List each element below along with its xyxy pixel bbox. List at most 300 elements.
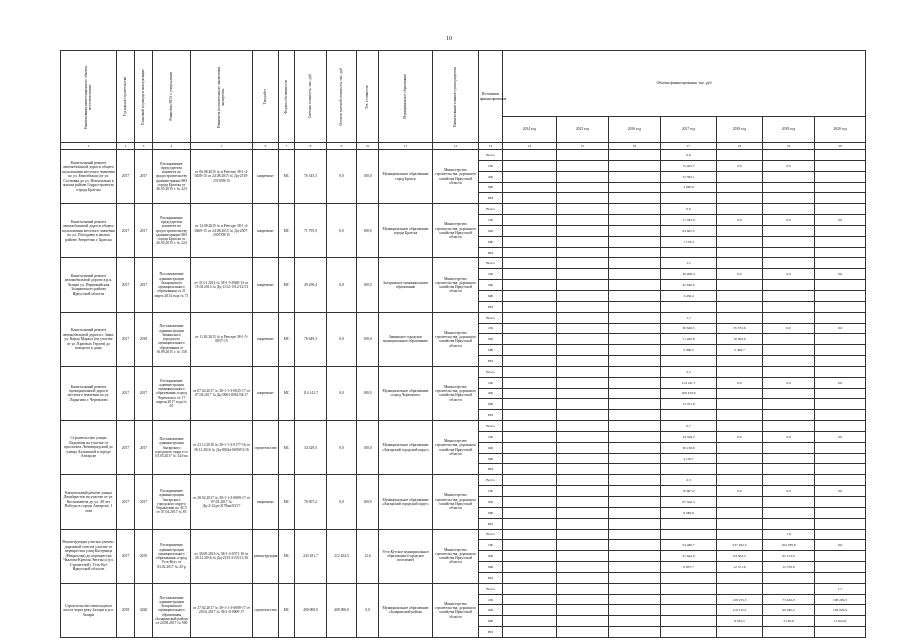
financing-value: 0,0 <box>717 431 763 442</box>
financing-value <box>815 551 866 562</box>
financing-source: МБ <box>479 236 503 247</box>
npa-reference: Распоряжение председателя комитета по градостроительству администрации МО города Братска от 26.05.2015 г. № 224 <box>153 204 191 258</box>
financing-source: ВИ <box>479 464 503 475</box>
chief-administrator: Министерство строительства, дорожного хозяйства Иркутской области <box>433 150 479 204</box>
col-header-work-type: Тип работ <box>263 88 268 105</box>
financing-value <box>503 562 557 573</box>
financing-value <box>557 486 609 497</box>
financing-value <box>815 366 866 377</box>
financing-value <box>763 290 815 301</box>
year-header: 2020 год <box>815 117 866 143</box>
financing-value <box>717 627 763 638</box>
work-type: капремонт <box>253 475 279 529</box>
financing-value <box>717 442 763 453</box>
financing-source: ФБ <box>479 497 503 508</box>
column-number: 20 <box>815 143 866 150</box>
financing-source: ВИ <box>479 301 503 312</box>
financing-source: ОБ <box>479 160 503 171</box>
work-type: строительство <box>253 421 279 475</box>
financing-value <box>557 225 609 236</box>
financing-value: 128 255,5 <box>717 594 763 605</box>
financing-value <box>717 258 763 269</box>
financing-value <box>717 193 763 204</box>
financing-value <box>609 236 661 247</box>
financing-value <box>557 507 609 518</box>
financing-value <box>763 280 815 291</box>
ownership-form: МС <box>279 475 295 529</box>
financing-value <box>503 507 557 518</box>
expertise-reference: от 27.02.2017 № 38-1-1-3-0008-17 от 20.02.2017 № 38-1-0-0009-17 <box>191 583 253 637</box>
financing-value: 0,0 <box>763 215 815 226</box>
financing-value <box>717 453 763 464</box>
financing-value <box>503 529 557 540</box>
financing-value <box>503 160 557 171</box>
financing-value <box>763 627 815 638</box>
financing-value: 100 479,9 <box>661 388 717 399</box>
col-header-ownership: Форма собственности <box>284 79 289 114</box>
financing-source: ВИ <box>479 572 503 583</box>
object-name: Капитальный ремонт автомобильной дороги г. Зима: ул. Карла Маркса (на участке от ул. Красных Героев) до поворота к дому <box>61 312 117 366</box>
financing-value <box>557 334 609 345</box>
financing-value <box>557 150 609 161</box>
financing-value: 0,0 <box>815 215 866 226</box>
financing-value <box>609 616 661 627</box>
financing-source: Всего <box>479 150 503 161</box>
year-header: 2018 год <box>717 117 763 143</box>
financing-source: ВИ <box>479 193 503 204</box>
end-year: 2017 <box>135 421 153 475</box>
financing-value <box>557 594 609 605</box>
financing-value <box>763 399 815 410</box>
year-header: 2019 год <box>763 117 815 143</box>
financing-value <box>717 421 763 432</box>
table-row <box>61 204 866 215</box>
financing-value <box>557 605 609 616</box>
financing-value <box>763 334 815 345</box>
financing-value <box>661 356 717 367</box>
financing-value <box>661 605 717 616</box>
financing-value <box>661 627 717 638</box>
financing-value <box>815 258 866 269</box>
financing-value <box>609 356 661 367</box>
financing-source: ВИ <box>479 247 503 258</box>
financing-source: МБ <box>479 345 503 356</box>
financing-value: 1,9 <box>763 529 815 540</box>
financing-value <box>661 583 717 594</box>
object-name: Строительство улицы Ладыгина на участке от проспекта Ленинградский до улицы Ахматовой в городе Ангарске <box>61 421 117 475</box>
npa-reference: Постановление администрации Заларинского муниципального образования «Заларинский район» от 24.08.2017 № 500 <box>153 583 191 637</box>
financing-value <box>557 204 609 215</box>
financing-source: ОБ <box>479 594 503 605</box>
financing-source: ФБ <box>479 388 503 399</box>
financing-value <box>609 182 661 193</box>
financing-source: Всего <box>479 312 503 323</box>
year-header: 2014 год <box>503 117 557 143</box>
table-row <box>61 258 866 269</box>
financing-value: 0,0 <box>815 486 866 497</box>
work-type: капремонт <box>253 150 279 204</box>
table-row <box>61 312 866 323</box>
end-year: 2017 <box>135 366 153 420</box>
financing-value: 8 954,5 <box>717 616 763 627</box>
estimated-cost: 76 649,3 <box>295 312 327 366</box>
financing-value <box>503 464 557 475</box>
financing-value: 0,0 <box>763 160 815 171</box>
financing-value: 1,7 <box>815 583 866 594</box>
financing-value <box>503 171 557 182</box>
expertise-reference: от 23.12.2016 № 38-1-1-3-0177-16 от 30.12.2016 № Дц-0304а-0039/01/16 <box>191 421 253 475</box>
column-number: 1 <box>61 143 117 150</box>
financing-value <box>609 627 661 638</box>
financing-value <box>557 572 609 583</box>
financing-value <box>815 453 866 464</box>
financing-value <box>609 388 661 399</box>
financing-source: ФБ <box>479 605 503 616</box>
financing-value <box>763 507 815 518</box>
financing-value <box>557 160 609 171</box>
financing-value <box>661 518 717 529</box>
financing-value <box>717 225 763 236</box>
technical-readiness: 100,0 <box>357 312 379 366</box>
technical-readiness: 100,0 <box>357 258 379 312</box>
financing-value <box>609 529 661 540</box>
col-header-rest: Остаток сметной стоимости, тыс. руб <box>339 67 344 126</box>
financing-value: 10 062,6 <box>717 334 763 345</box>
financing-value <box>609 280 661 291</box>
financing-source: ОБ <box>479 486 503 497</box>
technical-readiness: 100,0 <box>357 421 379 475</box>
column-number: 8 <box>295 143 327 150</box>
end-year: 2017 <box>135 258 153 312</box>
financing-source: Всего <box>479 258 503 269</box>
financing-value <box>503 334 557 345</box>
financing-value <box>503 594 557 605</box>
financing-value <box>503 627 557 638</box>
financing-value <box>609 442 661 453</box>
object-name: Капитальный ремонт улицы Декабристов на участке от ул. Космонавтов до ул. 40 лет Победы в городе Ангарске, 1 этап <box>61 475 117 529</box>
financing-value <box>815 507 866 518</box>
financing-value <box>609 562 661 573</box>
financing-value <box>763 204 815 215</box>
financing-value <box>503 475 557 486</box>
financing-value <box>609 225 661 236</box>
col-header-npa: Реквизиты НПА о утверждении <box>169 72 174 121</box>
financing-value: 30 218,8 <box>661 442 717 453</box>
financing-value <box>717 388 763 399</box>
financing-value <box>815 345 866 356</box>
financing-value <box>815 171 866 182</box>
financing-value <box>503 605 557 616</box>
financing-value <box>763 583 815 594</box>
financing-value: 104 789,8 <box>763 540 815 551</box>
financing-value <box>815 627 866 638</box>
financing-value <box>661 410 717 421</box>
column-numbers-row <box>61 143 866 150</box>
remaining-cost: 212 454,5 <box>327 529 357 583</box>
municipality: Муниципальное образование «город Черемхово» <box>379 366 433 420</box>
financing-value <box>763 301 815 312</box>
npa-reference: Распоряжение администрации муниципального образования «город Черемхово» от 17 апреля 2017 года № 65 <box>153 366 191 420</box>
financing-value <box>815 236 866 247</box>
year-header: 2016 год <box>609 117 661 143</box>
start-year: 2017 <box>117 421 135 475</box>
financing-value <box>763 150 815 161</box>
financing-value: 4 110,7 <box>661 453 717 464</box>
financing-source: Всего <box>479 475 503 486</box>
financing-value: 0,0 <box>815 540 866 551</box>
financing-value: 3 450,4 <box>661 290 717 301</box>
column-number: 2 <box>117 143 135 150</box>
end-year: 2018 <box>135 312 153 366</box>
municipality: Заларинское муниципальное образование <box>379 258 433 312</box>
technical-readiness: 100,0 <box>357 475 379 529</box>
financing-value <box>557 258 609 269</box>
financing-source: ФБ <box>479 280 503 291</box>
start-year: 2017 <box>117 529 135 583</box>
financing-value <box>557 312 609 323</box>
financing-value: 71 785,9 <box>661 215 717 226</box>
financing-value <box>815 497 866 508</box>
financing-value <box>609 312 661 323</box>
financing-value: 0,0 <box>763 431 815 442</box>
financing-value: 198 299,3 <box>815 594 866 605</box>
financing-source: Всего <box>479 366 503 377</box>
chief-administrator: Министерство строительства, дорожного хозяйства Иркутской области <box>433 421 479 475</box>
year-header: 2015 год <box>557 117 609 143</box>
financing-source: ФБ <box>479 225 503 236</box>
financing-value <box>609 258 661 269</box>
financing-value <box>609 399 661 410</box>
ownership-form: МС <box>279 150 295 204</box>
financing-value <box>557 388 609 399</box>
financing-source: ОБ <box>479 269 503 280</box>
column-number: 3 <box>135 143 153 150</box>
financing-source: ОБ <box>479 540 503 551</box>
col-header-start-year: Год начала строительства <box>123 76 128 116</box>
estimated-cost: 49 290,4 <box>295 258 327 312</box>
column-number: 18 <box>717 143 763 150</box>
financing-value <box>815 204 866 215</box>
financing-value <box>717 583 763 594</box>
financing-value <box>717 497 763 508</box>
financing-value: 0,0 <box>717 215 763 226</box>
remaining-cost: 0,0 <box>327 204 357 258</box>
financing-value <box>557 431 609 442</box>
financing-value <box>557 356 609 367</box>
financing-value <box>503 150 557 161</box>
financing-value <box>763 410 815 421</box>
municipality: Муниципальное образование города Братска <box>379 204 433 258</box>
npa-reference: Распоряжение администрации Ангарского городского округа Управление по АСТ от 07.04.2017 № 85 <box>153 475 191 529</box>
financing-source: ФБ <box>479 334 503 345</box>
financing-source: МБ <box>479 399 503 410</box>
technical-readiness: 100,0 <box>357 366 379 420</box>
financing-value <box>503 345 557 356</box>
financing-value <box>503 225 557 236</box>
financing-value <box>609 366 661 377</box>
financing-value <box>717 290 763 301</box>
financing-value <box>557 269 609 280</box>
financing-value <box>609 497 661 508</box>
table-row <box>61 150 866 161</box>
financing-value <box>609 572 661 583</box>
financing-value: 0,0 <box>815 323 866 334</box>
financing-value: 2,3 <box>661 475 717 486</box>
chief-administrator: Министерство строительства, дорожного хозяйства Иркутской области <box>433 312 479 366</box>
investment-objects-table <box>60 50 866 638</box>
technical-readiness: 12,6 <box>357 529 379 583</box>
col-header-readiness: Тех. готовность <box>365 84 370 109</box>
financing-value: 7 178,4 <box>661 236 717 247</box>
start-year: 2017 <box>117 312 135 366</box>
financing-value <box>609 290 661 301</box>
end-year: 2017 <box>135 150 153 204</box>
chief-administrator: Министерство строительства, дорожного хозяйства Иркутской области <box>433 583 479 637</box>
financing-value <box>815 356 866 367</box>
expertise-reference: от 31.01.2014 № 38-1-5-0020-13 от 15.03.2014 № Дц-1512-1512/12/13 <box>191 258 253 312</box>
financing-value <box>557 323 609 334</box>
financing-value: 0,0 <box>815 377 866 388</box>
financing-value <box>609 486 661 497</box>
financing-value <box>609 204 661 215</box>
column-number: 12 <box>433 143 479 150</box>
financing-value: 0,0 <box>763 486 815 497</box>
financing-value <box>503 356 557 367</box>
financing-source: ФБ <box>479 551 503 562</box>
table-row <box>61 529 866 540</box>
financing-value <box>503 312 557 323</box>
object-name: Реконструкция участка улично-дорожной сети на участке от перекрестка улиц Кастрчица (Некрасова) до перекрестка Чкалова-Кремля Энгельса (ул. Строителей), Усть-Кут Иркутской области <box>61 529 117 583</box>
financing-value <box>503 323 557 334</box>
financing-value <box>609 475 661 486</box>
financing-value: 0,0 <box>815 431 866 442</box>
financing-value: 3 040,6 <box>661 182 717 193</box>
financing-value: 34 329,5 <box>661 431 717 442</box>
financing-value <box>503 431 557 442</box>
financing-value: 71 282,8 <box>661 334 717 345</box>
financing-value: 114 141,7 <box>661 377 717 388</box>
financing-value <box>763 345 815 356</box>
financing-value <box>763 193 815 204</box>
financing-value: 92 213,0 <box>763 551 815 562</box>
financing-value <box>763 453 815 464</box>
ownership-form: МС <box>279 204 295 258</box>
start-year: 2018 <box>117 583 135 637</box>
financing-value <box>503 486 557 497</box>
financing-value <box>557 301 609 312</box>
financing-value <box>503 540 557 551</box>
financing-value <box>609 594 661 605</box>
municipality: Зиминское городское муниципальное образование <box>379 312 433 366</box>
financing-value <box>717 366 763 377</box>
financing-value <box>763 366 815 377</box>
financing-value <box>609 215 661 226</box>
remaining-cost: 0,0 <box>327 312 357 366</box>
remaining-cost: 0,0 <box>327 475 357 529</box>
financing-value <box>503 399 557 410</box>
financing-value <box>503 280 557 291</box>
financing-value: 3 130,8 <box>763 616 815 627</box>
financing-value <box>717 572 763 583</box>
financing-value <box>717 410 763 421</box>
technical-readiness: 100,0 <box>357 150 379 204</box>
financing-value: 69 290,2 <box>763 605 815 616</box>
financing-value <box>557 583 609 594</box>
financing-value <box>557 193 609 204</box>
column-number: 17 <box>661 143 717 150</box>
financing-value: 54 480,7 <box>661 540 717 551</box>
financing-source: ФБ <box>479 442 503 453</box>
financing-value <box>609 160 661 171</box>
financing-value <box>609 410 661 421</box>
object-name: Капитальный ремонт муниципальной дороги местного значения по ул. Ладыгина г. Черемхово <box>61 366 117 420</box>
financing-value: 73 420,0 <box>763 594 815 605</box>
financing-value <box>661 572 717 583</box>
financing-value <box>503 366 557 377</box>
financing-value <box>609 193 661 204</box>
estimated-cost: 34 329,5 <box>295 421 327 475</box>
financing-value: 0,7 <box>661 421 717 432</box>
financing-value <box>503 193 557 204</box>
financing-value <box>763 442 815 453</box>
financing-value <box>815 193 866 204</box>
financing-value <box>557 345 609 356</box>
column-number: 10 <box>357 143 379 150</box>
financing-value: 35 572,6 <box>717 323 763 334</box>
financing-value <box>609 453 661 464</box>
financing-source: ВИ <box>479 410 503 421</box>
financing-value <box>815 225 866 236</box>
financing-value <box>763 421 815 432</box>
financing-value <box>557 215 609 226</box>
municipality: Муниципальное образование город Братск <box>379 150 433 204</box>
column-number: 19 <box>763 143 815 150</box>
financing-source: МБ <box>479 507 503 518</box>
estimated-cost: 71 795,9 <box>295 204 327 258</box>
financing-value: 0,0 <box>661 150 717 161</box>
financing-value <box>815 388 866 399</box>
financing-value <box>815 182 866 193</box>
financing-value <box>815 334 866 345</box>
financing-value <box>763 247 815 258</box>
financing-value <box>609 583 661 594</box>
financing-value: 9 580,9 <box>661 507 717 518</box>
financing-value <box>609 334 661 345</box>
financing-value <box>815 562 866 573</box>
column-number: 13 <box>479 143 503 150</box>
financing-value: 64 605,5 <box>661 225 717 236</box>
financing-value: 1,7 <box>661 312 717 323</box>
ownership-form: МС <box>279 312 295 366</box>
start-year: 2017 <box>117 150 135 204</box>
financing-value <box>717 312 763 323</box>
end-year: 2017 <box>135 204 153 258</box>
financing-value <box>557 377 609 388</box>
financing-value <box>763 236 815 247</box>
financing-value: 119 312,5 <box>717 605 763 616</box>
financing-value <box>503 301 557 312</box>
financing-value: 49 290,4 <box>661 269 717 280</box>
table-row <box>61 583 866 594</box>
financing-value <box>557 410 609 421</box>
work-type: капремонт <box>253 258 279 312</box>
financing-value <box>503 572 557 583</box>
financing-value: 0,0 <box>717 486 763 497</box>
table-row <box>61 366 866 377</box>
financing-source: Всего <box>479 529 503 540</box>
chief-administrator: Министерство строительства, дорожного хозяйства Иркутской области <box>433 204 479 258</box>
financing-value <box>763 182 815 193</box>
